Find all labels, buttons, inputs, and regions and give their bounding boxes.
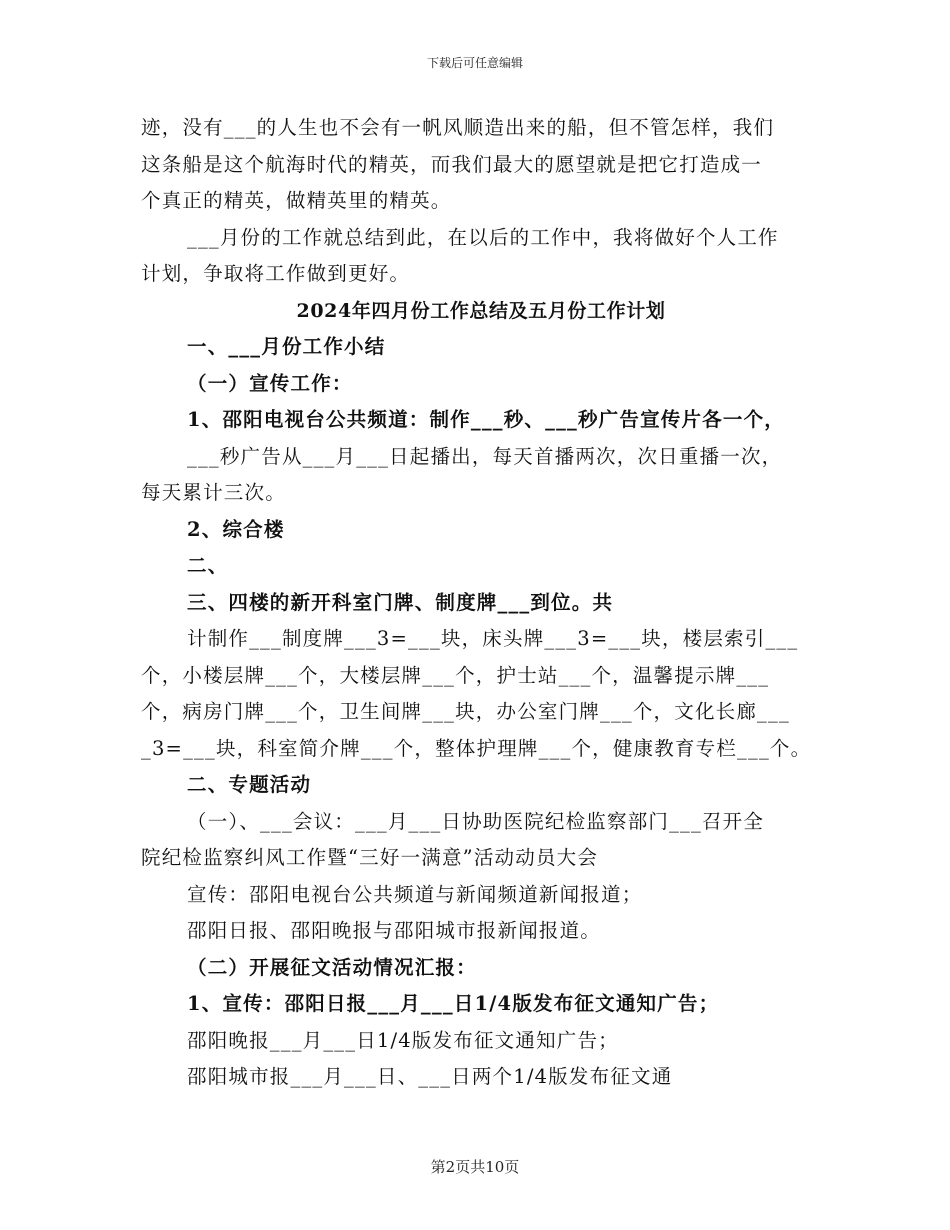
text-line: 计划，争取将工作做到更好。 bbox=[141, 262, 411, 285]
text-line: 邵阳日报、邵阳晚报与邵阳城市报新闻报道。 bbox=[187, 919, 602, 942]
text-line: （二）开展征文活动情况汇报： bbox=[187, 955, 477, 979]
text-line: （一）、___会议：___月___日协助医院纪检监察部门___召开全 bbox=[187, 809, 765, 833]
text-line: 迹，没有___的人生也不会有一帆风顺造出来的船，但不管怎样，我们 bbox=[141, 116, 775, 139]
page-footer: 第2页共10页 bbox=[430, 1158, 520, 1176]
text-line: 三、四楼的新开科室门牌、制度牌___到位。共 bbox=[187, 590, 614, 614]
text-line: 个，小楼层牌___个，大楼层牌___个，护士站___个，温馨提示牌___ bbox=[141, 663, 770, 687]
text-line: 院纪检监察纠风工作暨“三好一满意”活动动员大会 bbox=[141, 846, 599, 869]
text-line: 邵阳晚报___月___日1/4版发布征文通知广告； bbox=[187, 1028, 619, 1052]
text-line: 2、综合楼 bbox=[187, 517, 285, 541]
text-line: 计制作___制度牌___3=___块，床头牌___3=___块，楼层索引___ bbox=[187, 627, 799, 650]
text-line: 每天累计三次。 bbox=[141, 481, 286, 504]
text-line: 宣传：邵阳电视台公共频道与新闻频道新闻报道； bbox=[187, 882, 643, 906]
text-line: 二、专题活动 bbox=[187, 773, 312, 796]
text-line: 二、 bbox=[187, 554, 229, 577]
text-line: 这条船是这个航海时代的精英，而我们最大的愿望就是把它打造成一 bbox=[141, 152, 763, 176]
text-line: 1、邵阳电视台公共频道：制作___秒、___秒广告宣传片各一个， bbox=[187, 408, 785, 431]
text-line: 1、宣传：邵阳日报___月___日1/4版发布征文通知广告； bbox=[187, 992, 720, 1015]
page-header: 下载后可任意编辑 bbox=[426, 56, 523, 70]
text-line: 个真正的精英，做精英里的精英。 bbox=[141, 189, 452, 212]
document-body bbox=[141, 110, 821, 1096]
text-line: 邵阳城市报___月___日、___日两个1/4版发布征文通 bbox=[187, 1065, 673, 1088]
text-line: 一、___月份工作小结 bbox=[187, 335, 386, 358]
text-line: 个，病房门牌___个，卫生间牌___块，办公室门牌___个，文化长廊___ bbox=[141, 700, 790, 723]
text-line: ___秒广告从___月___日起播出，每天首播两次，次日重播一次， bbox=[187, 444, 783, 468]
text-line: _3=___块，科室简介牌___个，整体护理牌___个，健康教育专栏___个。 bbox=[141, 736, 812, 760]
text-line: ___月份的工作就总结到此，在以后的工作中，我将做好个人工作 bbox=[187, 225, 779, 249]
text-line: 2024年四月份工作总结及五月份工作计划 bbox=[296, 299, 666, 322]
text-line: （一）宣传工作： bbox=[187, 371, 353, 395]
